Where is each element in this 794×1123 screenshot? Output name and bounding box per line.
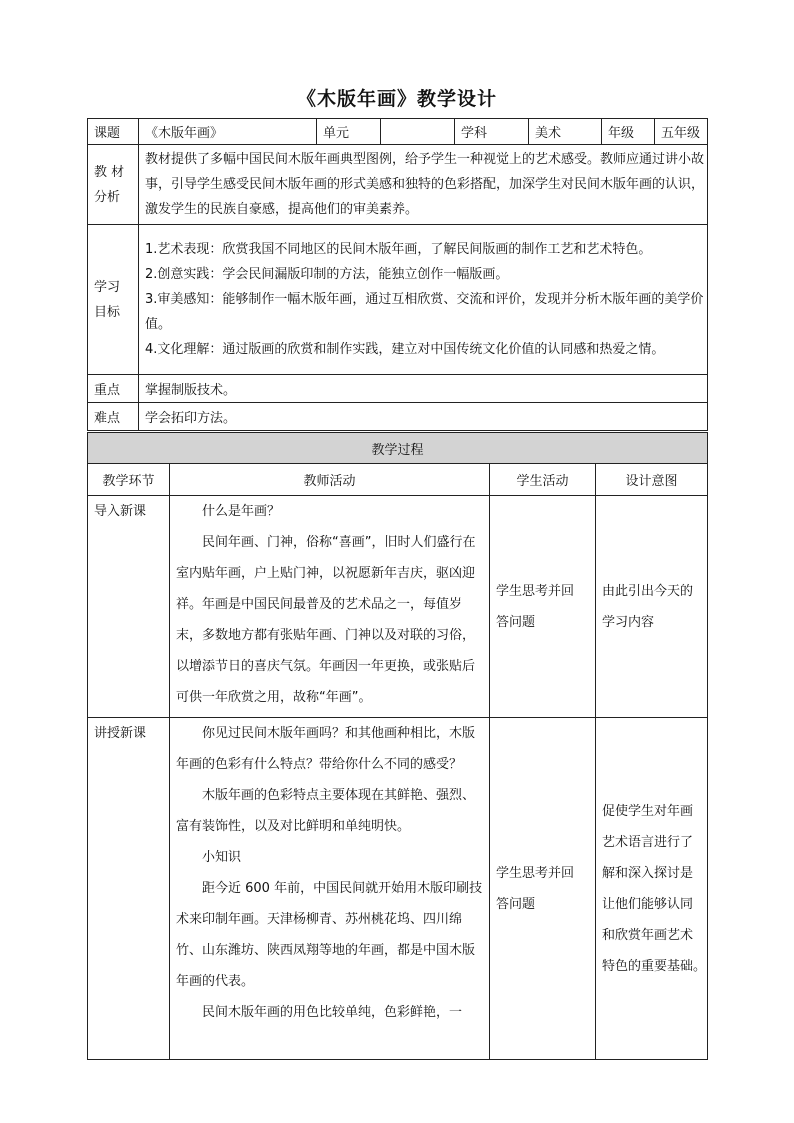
goal-item: 3.审美感知：能够制作一幅木版年画，通过互相欣赏、交流和评价，发现并分析木版年画的美学价值。: [145, 292, 704, 332]
grade-value: 五年级: [655, 119, 708, 145]
design-intent: 促使学生对年画 艺术语言进行了 解和深入探讨是 让他们能够认同 和欣赏年画艺术 特色的重要基础。: [596, 718, 708, 1060]
unit-value: [381, 119, 455, 145]
column-header: 教师活动: [170, 464, 490, 496]
analysis-row: [88, 145, 708, 225]
column-header: 学生活动: [490, 464, 596, 496]
page-title: 《木版年画》教学设计: [296, 88, 497, 110]
topic-value: 《木版年画》: [139, 119, 317, 145]
key-point-label: 重点: [88, 375, 139, 403]
goals-row: [88, 225, 708, 375]
student-activity: 学生思考并回 答问题: [490, 718, 596, 1060]
analysis-label: 教 材 分析: [88, 145, 139, 225]
stage-cell: 讲授新课: [88, 718, 170, 1060]
design-intent: 由此引出今天的 学习内容: [596, 496, 708, 718]
topic-label: 课题: [88, 119, 139, 145]
grade-label: 年级: [602, 119, 655, 145]
process-heading-row: [88, 433, 708, 464]
column-header: 教学环节: [88, 464, 170, 496]
unit-label: 单元: [317, 119, 381, 145]
difficulty-text: 学会拓印方法。: [139, 403, 708, 431]
goal-item: 2.创意实践：学会民间漏版印制的方法，能独立创作一幅版画。: [145, 267, 509, 282]
difficulty-label: 难点: [88, 403, 139, 431]
key-point-text: 掌握制版技术。: [139, 375, 708, 403]
table-row: [88, 496, 708, 718]
subject-label: 学科: [455, 119, 529, 145]
subject-value: 美术: [529, 119, 602, 145]
process-columns-row: [88, 464, 708, 496]
goal-item: 1.艺术表现：欣赏我国不同地区的民间木版年画，了解民间版画的制作工艺和艺术特色。: [145, 242, 652, 257]
key-point-row: [88, 375, 708, 403]
difficulty-row: [88, 403, 708, 431]
teacher-activity: 什么是年画？ 民间年画、门神，俗称“喜画”，旧时人们盛行在室内贴年画，户上贴门神，以祝愿新年吉庆，驱凶迎祥。年画是中国民间最普及的艺术品之一，每值岁末，多数地方都有张贴年画、门神以及对联的习俗，以增添节日的喜庆气氛。年画因一年更换，或张贴后可供一年欣赏之用，故称“年画”。: [170, 496, 490, 718]
analysis-text: 教材提供了多幅中国民间木版年画典型图例，给予学生一种视觉上的艺术感受。教师应通过讲小故事，引导学生感受民间木版年画的形式美感和独特的色彩搭配，加深学生对民间木版年画的认识，激发学生的民族自豪感，提高他们的审美素养。: [139, 145, 708, 225]
header-row: [88, 119, 708, 145]
student-activity: 学生思考并回 答问题: [490, 496, 596, 718]
column-header: 设计意图: [596, 464, 708, 496]
stage-cell: 导入新课: [88, 496, 170, 718]
goals-list: [139, 225, 708, 375]
info-table: [87, 118, 708, 431]
goal-item: 4.文化理解：通过版画的欣赏和制作实践，建立对中国传统文化价值的认同感和热爱之情。: [145, 342, 665, 357]
table-row: [88, 718, 708, 1060]
goals-label: 学习 目标: [88, 225, 139, 375]
process-heading: 教学过程: [88, 433, 708, 464]
teacher-activity: 你见过民间木版年画吗？和其他画种相比，木版年画的色彩有什么特点？带给你什么不同的感受？ 木版年画的色彩特点主要体现在其鲜艳、强烈、富有装饰性，以及对比鲜明和单纯明快。 小知识 距今近 600 年前，中国民间就开始用木版印刷技术来印制年画。天津杨柳青、苏州桃花坞、四川绵竹、山东潍坊、陕西凤翔等地的年画，都是中国木版年画的代表。 民间木版年画的用色比较单纯，色彩鲜艳，一: [170, 718, 490, 1060]
process-table: [87, 432, 708, 1060]
